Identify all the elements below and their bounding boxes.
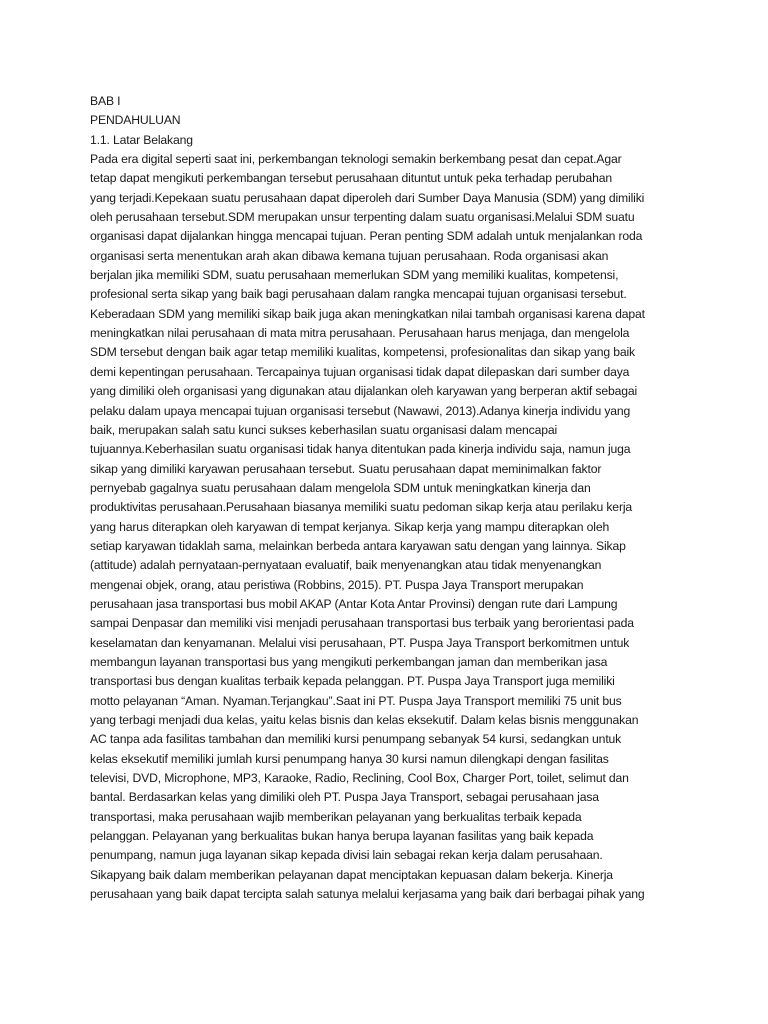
body-line: organisasi dapat dijalankan hingga mencapai tujuan. Peran penting SDM adalah untuk menjalankan roda	[90, 229, 643, 244]
chapter-title: PENDAHULUAN	[90, 113, 181, 128]
body-line: meningkatkan nilai perusahaan di mata mitra perusahaan. Perusahaan harus menjaga, dan mengelola	[90, 326, 630, 341]
body-line: perusahaan jasa transportasi bus mobil AKAP (Antar Kota Antar Provinsi) dengan rute dari Lampung	[90, 596, 618, 611]
body-line: tujuannya.Keberhasilan suatu organisasi tidak hanya ditentukan pada kinerja individu saja, namun juga	[90, 442, 631, 457]
body-line: oleh perusahaan tersebut.SDM merupakan unsur terpenting dalam suatu organisasi.Melalui SDM suatu	[90, 210, 635, 225]
body-line: bantal. Berdasarkan kelas yang dimiliki oleh PT. Puspa Jaya Transport, sebagai perusahaan jasa	[90, 790, 599, 805]
body-line: AC tanpa ada fasilitas tambahan dan memiliki kursi penumpang sebanyak 54 kursi, sedangkan untuk	[90, 732, 622, 747]
body-line: Pada era digital seperti saat ini, perkembangan teknologi semakin berkembang pesat dan cepat.Agar	[90, 152, 622, 167]
body-line: keselamatan dan kenyamanan. Melalui visi perusahaan, PT. Puspa Jaya Transport berkomitmen untuk	[90, 635, 630, 650]
chapter-number: BAB I	[90, 94, 121, 108]
body-line: pelanggan. Pelayanan yang berkualitas bukan hanya berupa layanan fasilitas yang baik kepada	[90, 829, 594, 844]
body-line: berjalan jika memiliki SDM, suatu perusahaan memerlukan SDM yang memiliki kualitas, kompetensi,	[90, 268, 619, 283]
body-line: produktivitas perusahaan.Perusahaan biasanya memiliki suatu pedoman sikap kerja atau perilaku kerja	[90, 500, 633, 515]
body-line: yang harus diterapkan oleh karyawan di tempat kerjanya. Sikap kerja yang mampu diterapkan oleh	[90, 519, 610, 534]
body-line: Keberadaan SDM yang memiliki sikap baik juga akan meningkatkan nilai tambah organisasi karena dapat	[90, 306, 645, 321]
body-line: motto pelayanan “Aman. Nyaman.Terjangkau”.Saat ini PT. Puspa Jaya Transport memiliki 75 unit bus	[90, 693, 622, 708]
body-line: yang dimiliki oleh organisasi yang digunakan atau dijalankan oleh karyawan yang berperan aktif sebagai	[90, 384, 638, 399]
body-line: pelaku dalam upaya mencapai tujuan organisasi tersebut (Nawawi, 2013).Adanya kinerja individu yang	[90, 403, 631, 418]
body-line: penumpang, namun juga layanan sikap kepada divisi lain sebagai rekan kerja dalam perusahaan.	[90, 848, 603, 863]
body-line: tetap dapat mengikuti perkembangan tersebut perusahaan dituntut untuk peka terhadap perubahan	[90, 171, 613, 186]
body-line: pernyebab gagalnya suatu perusahaan dalam mengelola SDM untuk meningkatkan kinerja dan	[90, 480, 591, 495]
body-line: mengenai objek, orang, atau peristiwa (Robbins, 2015). PT. Puspa Jaya Transport merupakan	[90, 577, 584, 592]
body-line: profesional serta sikap yang baik bagi perusahaan dalam rangka mencapai tujuan organisasi tersebut.	[90, 287, 627, 302]
body-line: transportasi, maka perusahaan wajib memberikan pelayanan yang berkualitas terbaik kepada	[90, 809, 582, 824]
body-line: Sikapyang baik dalam memberikan pelayanan dapat menciptakan kepuasan dalam bekerja. Kinerja	[90, 867, 613, 882]
body-line: sampai Denpasar dan memiliki visi menjadi perusahaan transportasi bus terbaik yang berorientasi pada	[90, 616, 634, 631]
body-line: transportasi bus dengan kualitas terbaik kepada pelanggan. PT. Puspa Jaya Transport juga memiliki	[90, 674, 615, 689]
section-title: 1.1. Latar Belakang	[90, 132, 193, 147]
body-line: SDM tersebut dengan baik agar tetap memiliki kualitas, kompetensi, profesionalitas dan sikap yang baik	[90, 345, 635, 360]
body-paragraph	[90, 150, 690, 904]
body-line: (attitude) adalah pernyataan-pernyataan evaluatif, baik menyenangkan atau tidak menyenangkan	[90, 558, 602, 573]
body-line: baik, merupakan salah satu kunci sukses keberhasilan suatu organisasi dalam mencapai	[90, 422, 558, 437]
body-line: sikap yang dimiliki karyawan perusahaan tersebut. Suatu perusahaan dapat meminimalkan faktor	[90, 461, 602, 476]
body-line: setiap karyawan tidaklah sama, melainkan berbeda antara karyawan satu dengan yang lainnya. Sikap	[90, 538, 626, 553]
document-body	[90, 92, 690, 904]
body-line: perusahaan yang baik dapat tercipta salah satunya melalui kerjasama yang baik dari berbagai pihak yang	[90, 887, 645, 902]
body-line: kelas eksekutif memiliki jumlah kursi penumpang hanya 30 kursi namun dilengkapi dengan fasilitas	[90, 751, 609, 766]
body-line: organisasi serta menentukan arah akan dibawa kemana tujuan perusahaan. Roda organisasi akan	[90, 248, 609, 263]
body-line: yang terjadi.Kepekaan suatu perusahaan dapat diperoleh dari Sumber Daya Manusia (SDM) yang dimiliki	[90, 190, 645, 205]
body-line: membangun layanan transportasi bus yang mengikuti perkembangan jaman dan memberikan jasa	[90, 654, 608, 669]
body-line: yang terbagi menjadi dua kelas, yaitu kelas bisnis dan kelas eksekutif. Dalam kelas bisnis menggunakan	[90, 713, 639, 727]
body-line: demi kepentingan perusahaan. Tercapainya tujuan organisasi tidak dapat dilepaskan dari sumber daya	[90, 364, 630, 379]
body-line: televisi, DVD, Microphone, MP3, Karaoke, Radio, Reclining, Cool Box, Charger Port, toilet, selimut dan	[90, 771, 629, 786]
